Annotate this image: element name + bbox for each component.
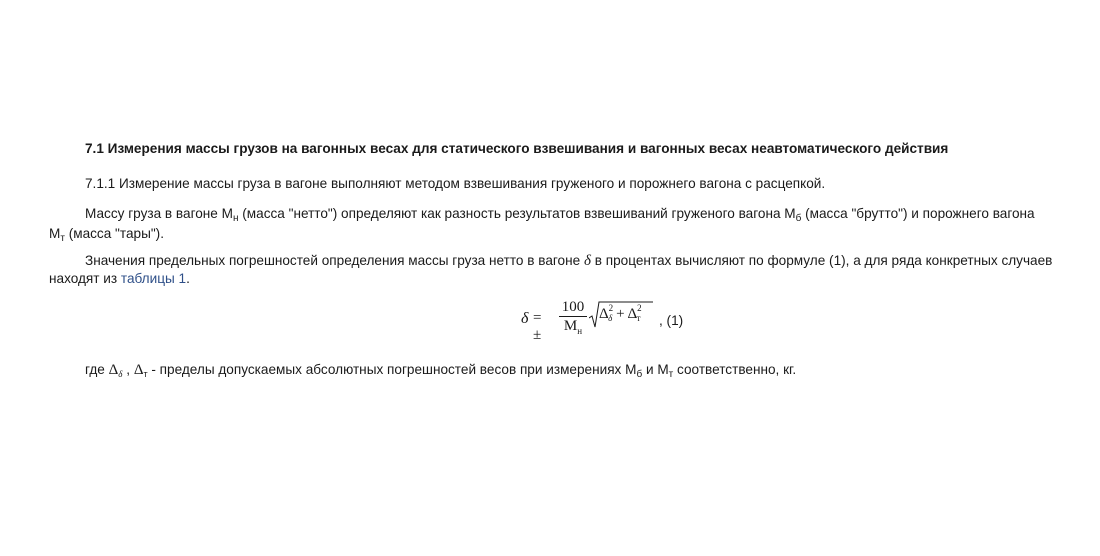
- denominator-m: М: [563, 318, 578, 334]
- formula-equals-plusminus: = ±: [533, 310, 542, 343]
- subscript-n: н: [232, 213, 239, 224]
- delta-symbol: δ: [583, 253, 591, 269]
- where-delta-1: Δ: [108, 362, 119, 378]
- formula-fraction: [558, 298, 588, 337]
- mass-text-4: (масса "тары").: [64, 226, 164, 241]
- paragraph-7-1-1: [49, 175, 1054, 193]
- table-1-link[interactable]: таблицы 1: [120, 271, 187, 286]
- radicand-b-sub: т: [636, 313, 641, 323]
- errors-text-3: .: [186, 271, 190, 286]
- denominator-sub: н: [577, 326, 583, 336]
- paragraph-mass-definition: [49, 205, 1054, 245]
- errors-text-2: в процентах вычисляют по формуле (1), а для ряда конкретных случаев находят из: [49, 253, 1053, 286]
- radicand-plus: +: [612, 306, 628, 322]
- paragraph-error-limits: [49, 252, 1054, 288]
- where-subscript-b: б: [636, 369, 643, 380]
- where-text-4: соответственно, кг.: [673, 362, 797, 377]
- formula-radicand: [599, 303, 642, 323]
- subscript-b: б: [795, 213, 802, 224]
- radicand-delta-a: Δ: [599, 306, 609, 322]
- where-text-2: - пределы допускаемых абсолютных погрешностей весов при измерениях М: [147, 362, 637, 377]
- subscript-t: т: [60, 233, 65, 244]
- radicand-b-sup: 2: [637, 303, 642, 313]
- formula-denominator: [558, 317, 588, 337]
- section-heading: 7.1 Измерения массы грузов на вагонных весах для статического взвешивания и вагонных весах неавтоматического действия: [85, 141, 949, 156]
- mass-text-2: (масса "нетто") определяют как разность результатов взвешиваний груженого вагона М: [238, 206, 796, 221]
- radicand-a-sup: 2: [608, 303, 614, 313]
- formula-delta: δ: [521, 310, 529, 327]
- where-delta-2: Δ: [133, 362, 144, 378]
- where-delta-1-sub: δ: [118, 369, 123, 379]
- where-separator: ,: [122, 362, 134, 377]
- paragraph-where: [49, 361, 1054, 381]
- formula-number: , (1): [659, 313, 684, 328]
- where-subscript-t: т: [668, 369, 674, 380]
- where-text-3: и М: [642, 362, 669, 377]
- mass-text-1: Массу груза в вагоне М: [85, 206, 233, 221]
- paragraph-7-1-1-text: 7.1.1 Измерение массы груза в вагоне выполняют методом взвешивания груженого и порожнего вагона с расцепкой.: [85, 176, 826, 191]
- radicand-a-sub: δ: [608, 313, 613, 323]
- formula-numerator: 100: [561, 299, 585, 315]
- mass-text-3: (масса "брутто") и порожнего вагона М: [49, 206, 1035, 241]
- where-text-1: где: [85, 362, 109, 377]
- radicand-delta-b: Δ: [627, 306, 638, 322]
- where-delta-2-sub: т: [143, 369, 148, 379]
- errors-text-1: Значения предельных погрешностей определения массы груза нетто в вагоне: [85, 253, 584, 268]
